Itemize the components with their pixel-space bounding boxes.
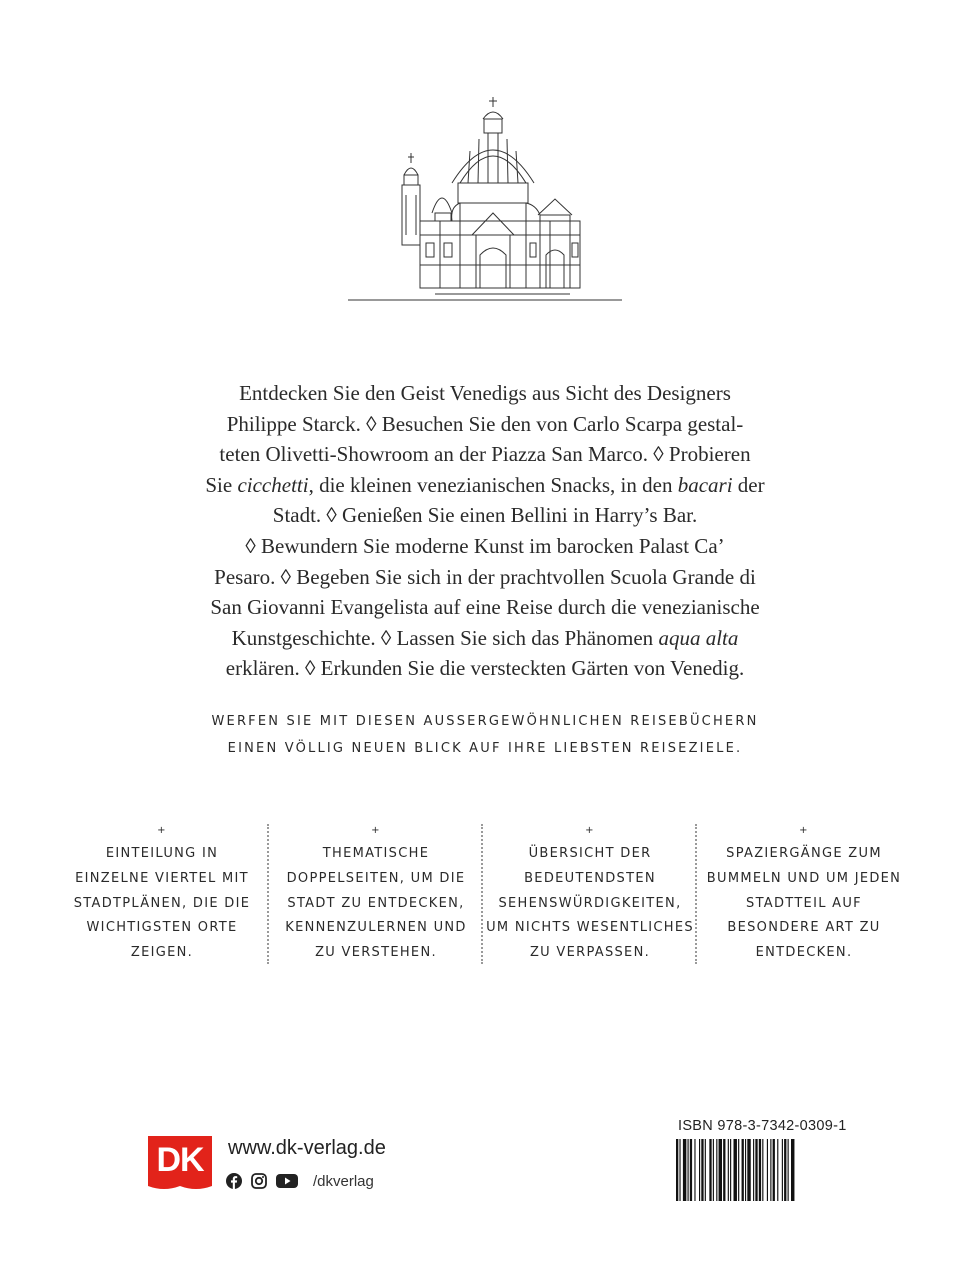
feature-line: ZEIGEN. xyxy=(130,945,194,961)
feature-columns xyxy=(55,824,915,969)
bullet-icon: + xyxy=(799,825,809,836)
barcode-bar xyxy=(791,1139,794,1201)
tagline xyxy=(140,708,830,762)
feature-line: EINZELNE VIERTEL MIT xyxy=(75,870,249,886)
barcode-bar xyxy=(705,1139,706,1201)
barcode-bar xyxy=(723,1139,725,1201)
barcode-bar xyxy=(730,1139,731,1201)
barcode-bar xyxy=(679,1139,680,1201)
barcode-bar xyxy=(734,1139,737,1201)
feature-line: SPAZIERGÄNGE ZUM xyxy=(726,846,882,861)
barcode-bar xyxy=(747,1139,750,1201)
barcode-bar xyxy=(770,1139,771,1201)
barcode-bar xyxy=(782,1139,783,1201)
barcode-bar xyxy=(690,1139,692,1201)
description-line: San Giovanni Evangelista auf eine Reise durch die venezianische xyxy=(210,595,760,620)
barcode-bar xyxy=(709,1139,711,1201)
description-line: Kunstgeschichte. ◊ Lassen Sie sich das Phänomen aqua alta xyxy=(231,625,739,650)
instagram-icon[interactable] xyxy=(251,1173,267,1189)
barcode-bar xyxy=(767,1139,768,1201)
barcode-bar xyxy=(738,1139,739,1201)
description-line: Entdecken Sie den Geist Venedigs aus Sicht des Designers xyxy=(239,381,731,405)
barcode-bar xyxy=(753,1139,754,1201)
feature-column-2 xyxy=(269,824,483,969)
social-handle: /dkverlag xyxy=(313,1172,374,1190)
publisher-website-link[interactable]: www.dk-verlag.de xyxy=(228,1137,386,1159)
feature-line: KENNENZULERNEN UND xyxy=(285,920,467,936)
feature-column-4 xyxy=(697,824,911,969)
feature-line: STADTPLÄNEN, DIE DIE xyxy=(73,895,251,911)
description-line: erklären. ◊ Erkunden Sie die versteckten Gärten von Venedig. xyxy=(225,656,745,681)
feature-line: SEHENSWÜRDIGKEITEN, xyxy=(498,895,682,911)
feature-line: BESONDERE ART ZU xyxy=(727,920,881,936)
dk-logo-text: DK xyxy=(148,1136,212,1184)
barcode-bar xyxy=(773,1139,775,1201)
tagline-line-2: EINEN VÖLLIG NEUEN BLICK AUF IHRE LIEBSTEN REISEZIELE. xyxy=(227,741,743,756)
feature-line: ENTDECKEN. xyxy=(755,945,853,961)
social-links xyxy=(226,1170,374,1192)
feature-line: ZU VERPASSEN. xyxy=(529,945,651,961)
feature-line: EINTEILUNG IN xyxy=(105,846,219,861)
description-line: Stadt. ◊ Genießen Sie einen Bellini in Harry’s Bar. xyxy=(272,503,698,528)
youtube-icon[interactable] xyxy=(276,1173,298,1189)
feature-line: ÜBERSICHT DER xyxy=(528,846,652,861)
feature-line: BUMMELN UND UM JEDEN xyxy=(706,870,902,886)
barcode-bar xyxy=(784,1139,786,1201)
barcode-bar xyxy=(755,1139,757,1201)
facebook-icon[interactable] xyxy=(226,1173,242,1189)
barcode-bar xyxy=(688,1139,689,1201)
feature-line: WICHTIGSTEN ORTE xyxy=(86,920,238,936)
feature-line: BEDEUTENDSTEN xyxy=(524,870,656,886)
feature-line: STADT ZU ENTDECKEN, xyxy=(287,895,465,911)
barcode-bar xyxy=(759,1139,761,1201)
bullet-icon: + xyxy=(585,825,595,836)
description-line: Pesaro. ◊ Begeben Sie sich in der prachtvollen Scuola Grande di xyxy=(214,564,756,589)
barcode-bar xyxy=(694,1139,695,1201)
feature-line: DOPPELSEITEN, UM DIE xyxy=(286,870,466,886)
barcode-bar xyxy=(788,1139,789,1201)
barcode-bar xyxy=(762,1139,763,1201)
basilica-illustration xyxy=(340,95,630,315)
barcode-bar xyxy=(676,1139,678,1201)
barcode-bar xyxy=(745,1139,746,1201)
feature-line: STADTTEIL AUF xyxy=(746,895,862,911)
feature-line: UM NICHTS WESENTLICHES xyxy=(486,920,694,936)
feature-line: ZU VERSTEHEN. xyxy=(315,945,437,961)
description-line: teten Olivetti-Showroom an der Piazza San Marco. ◊ Probieren xyxy=(219,442,751,467)
bullet-icon: + xyxy=(371,825,381,836)
barcode-bar xyxy=(742,1139,744,1201)
barcode-bar xyxy=(728,1139,729,1201)
bullet-icon: + xyxy=(157,825,167,836)
barcode-bar xyxy=(719,1139,722,1201)
dk-logo xyxy=(148,1136,212,1192)
barcode-bar xyxy=(713,1139,714,1201)
barcode-bar xyxy=(716,1139,717,1201)
book-page-icon xyxy=(148,1182,212,1192)
barcode-bar xyxy=(701,1139,703,1201)
isbn-label: ISBN 978-3-7342-0309-1 xyxy=(678,1118,847,1134)
barcode-bar xyxy=(777,1139,778,1201)
feature-line: THEMATISCHE xyxy=(322,846,430,861)
description-line: Sie cicchetti, die kleinen venezianischen Snacks, in den bacari der xyxy=(205,472,765,497)
description-line: Philippe Starck. ◊ Besuchen Sie den von Carlo Scarpa gestal- xyxy=(226,411,744,436)
feature-column-1 xyxy=(55,824,269,969)
feature-column-3 xyxy=(483,824,697,969)
barcode-bar xyxy=(699,1139,700,1201)
description-paragraph xyxy=(180,378,790,684)
description-line: ◊ Bewundern Sie moderne Kunst im barocken Palast Ca’ xyxy=(245,533,725,558)
barcode-bar xyxy=(683,1139,686,1201)
tagline-line-1: WERFEN SIE MIT DIESEN AUSSERGEWÖHNLICHEN REISEBÜCHERN xyxy=(211,714,759,729)
barcode xyxy=(676,1139,842,1201)
